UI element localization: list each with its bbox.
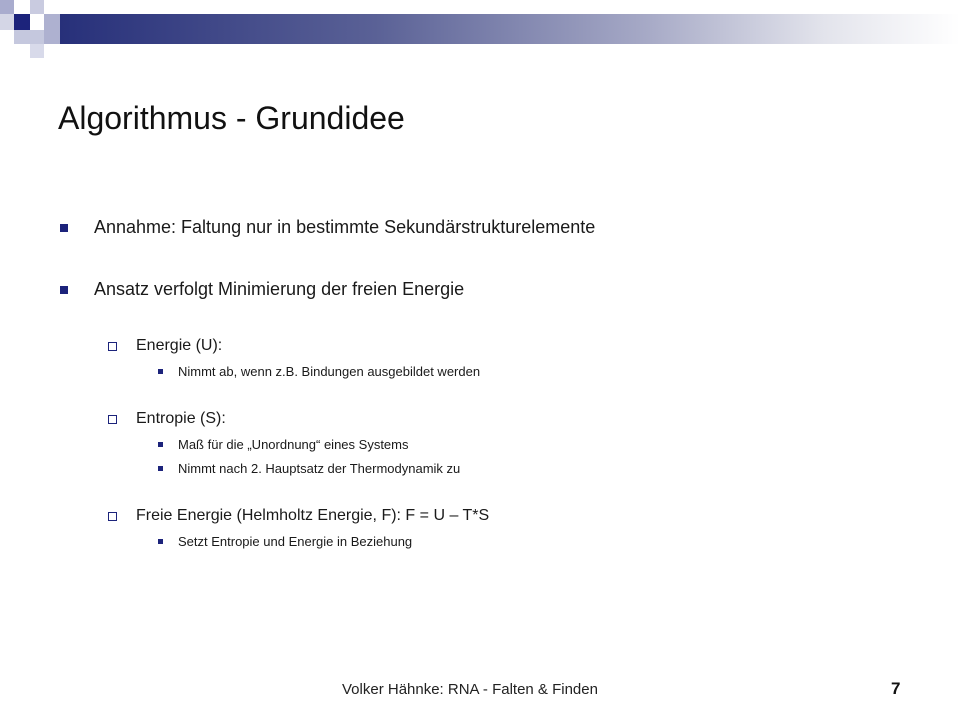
bullet-text: Ansatz verfolgt Minimierung der freien Energie: [94, 279, 465, 299]
small-square-bullet-icon: [158, 369, 163, 374]
square-bullet-icon: [60, 224, 68, 232]
deco-square: [14, 44, 30, 58]
deco-square: [30, 14, 44, 30]
sub-bullet-text: Freie Energie (Helmholtz Energie, F): F = U – T*S: [136, 507, 490, 524]
detail-bullet-text: Maß für die „Unordnung“ eines Systems: [178, 437, 409, 452]
hollow-square-bullet-icon: [108, 342, 117, 351]
detail-bullet-text: Nimmt ab, wenn z.B. Bindungen ausgebildet werden: [178, 364, 481, 379]
deco-square: [30, 30, 44, 44]
sub-bullet-text: Entropie (S):: [136, 410, 226, 427]
bullet-text: Annahme: Faltung nur in bestimmte Sekundärstrukturelemente: [94, 217, 596, 237]
detail-bullet-text: Setzt Entropie und Energie in Beziehung: [178, 534, 413, 549]
sub-bullet-text: Energie (U):: [136, 337, 223, 354]
hollow-square-bullet-icon: [108, 512, 117, 521]
square-bullet-icon: [60, 286, 68, 294]
small-square-bullet-icon: [158, 466, 163, 471]
small-square-bullet-icon: [158, 539, 163, 544]
detail-bullet-text: Nimmt nach 2. Hauptsatz der Thermodynamik zu: [178, 461, 461, 476]
deco-square: [14, 14, 30, 30]
hollow-square-bullet-icon: [108, 415, 117, 424]
deco-square: [30, 0, 44, 14]
deco-square: [14, 0, 30, 14]
deco-square: [0, 0, 14, 14]
deco-square: [14, 30, 30, 44]
footer-text: Volker Hähnke: RNA - Falten & Finden: [342, 681, 598, 698]
deco-square: [0, 14, 14, 30]
small-square-bullet-icon: [158, 442, 163, 447]
deco-square: [44, 0, 60, 14]
header-gradient-bar: [60, 14, 960, 44]
deco-square: [30, 44, 44, 58]
deco-square: [44, 14, 60, 44]
slide-title: Algorithmus - Grundidee: [58, 100, 405, 136]
page-number: 7: [891, 679, 901, 698]
